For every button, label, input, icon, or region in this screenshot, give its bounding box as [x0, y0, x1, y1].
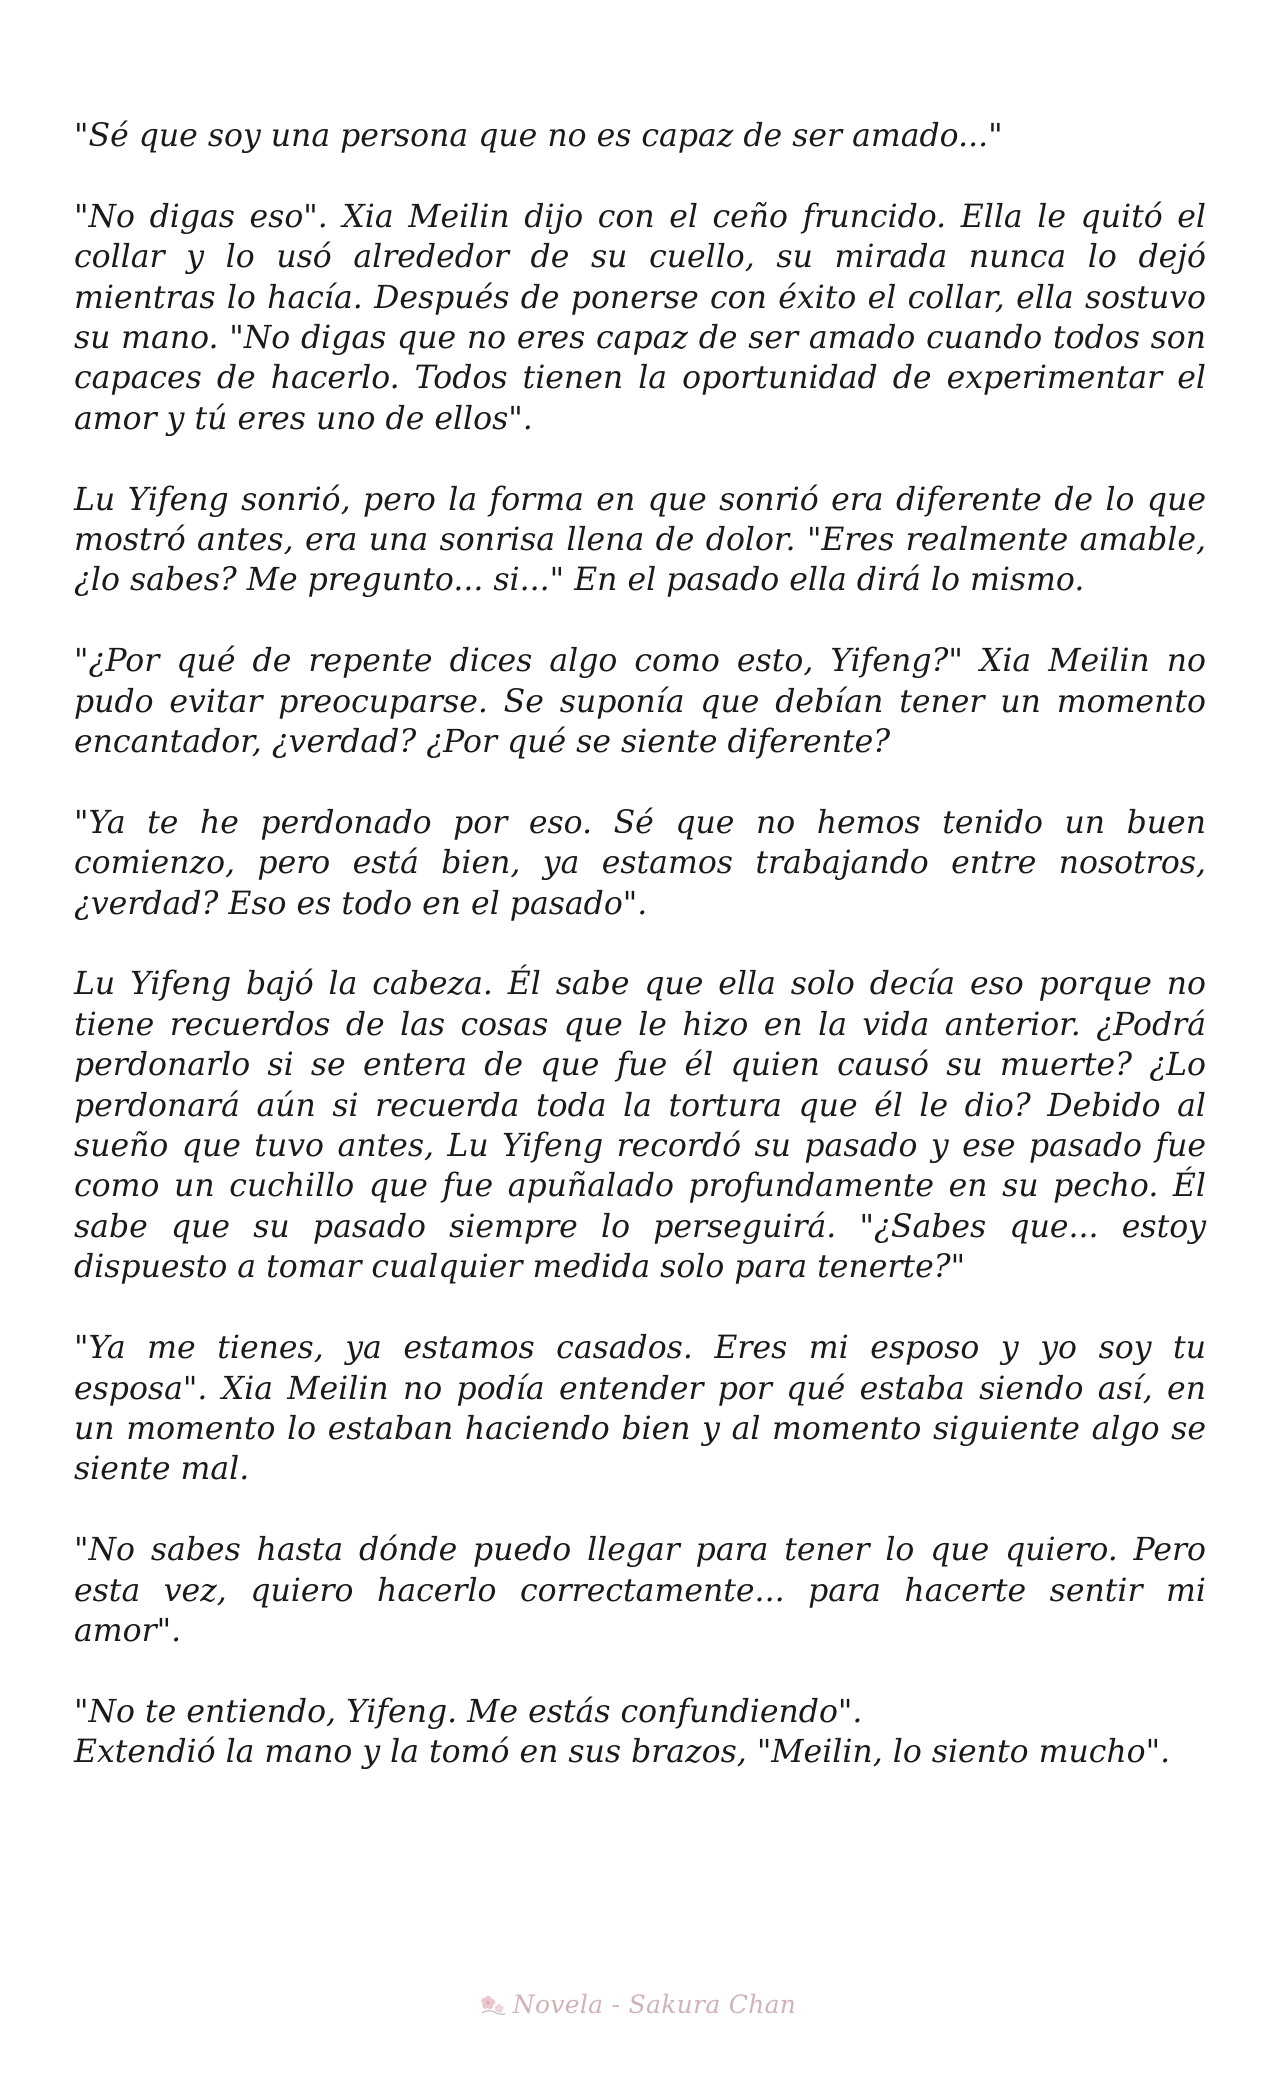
paragraph-7: "Ya me tienes, ya estamos casados. Eres mi esposo y yo soy tu esposa". Xia Meilin no podía entender por qué estaba siendo así, en un momento lo estaban haciendo bien y al momento siguiente algo se siente mal. [74, 1330, 1206, 1488]
paragraph-9 [74, 1692, 1206, 1773]
paragraph-4: "¿Por qué de repente dices algo como esto, Yifeng?" Xia Meilin no pudo evitar preocuparse. Se suponía que debían tener un momento encantador, ¿verdad? ¿Por qué se siente diferente? [74, 643, 1206, 761]
paragraph-9-line-2: Extendió la mano y la tomó en sus brazos, "Meilin, lo siento mucho". [74, 1734, 1171, 1771]
watermark-text: Novela - Sakura Chan [512, 1990, 797, 2019]
paragraph-6: Lu Yifeng bajó la cabeza. Él sabe que ella solo decía eso porque no tiene recuerdos de las cosas que le hizo en la vida anterior. ¿Podrá perdonarlo si se entera de que fue él quien causó su muerte? ¿Lo perdonará aún si recuerda toda la tortura que él le dio? Debido al sueño que tuvo antes, Lu Yifeng recordó su pasado y ese pasado fue como un cuchillo que fue apuñalado profundamente en su pecho. Él sabe que su pasado siempre lo perseguirá. "¿Sabes que... estoy dispuesto a tomar cualquier medida solo para tenerte?" [74, 966, 1206, 1286]
paragraph-1: "Sé que soy una persona que no es capaz de ser amado..." [74, 118, 1003, 154]
paragraph-9-line-1: "No te entiendo, Yifeng. Me estás confundiendo". [74, 1693, 863, 1730]
cherry-blossom-icon [479, 1993, 507, 2017]
document-body [74, 116, 1206, 1813]
paragraph-5: "Ya te he perdonado por eso. Sé que no hemos tenido un buen comienzo, pero está bien, ya estamos trabajando entre nosotros, ¿verdad? Eso es todo en el pasado". [74, 804, 1206, 922]
paragraph-3: Lu Yifeng sonrió, pero la forma en que sonrió era diferente de lo que mostró antes, era una sonrisa llena de dolor. "Eres realmente amable, ¿lo sabes? Me pregunto... si..." En el pasado ella dirá lo mismo. [74, 481, 1206, 599]
watermark [0, 1990, 1275, 2019]
paragraph-8: "No sabes hasta dónde puedo llegar para tener lo que quiero. Pero esta vez, quiero hacerlo correctamente... para hacerte sentir mi amor". [74, 1532, 1206, 1649]
paragraph-2: "No digas eso". Xia Meilin dijo con el ceño fruncido. Ella le quitó el collar y lo usó alrededor de su cuello, su mirada nunca lo dejó mientras lo hacía. Después de ponerse con éxito el collar, ella sostuvo su mano. "No digas que no eres capaz de ser amado cuando todos son capaces de hacerlo. Todos tienen la oportunidad de experimentar el amor y tú eres uno de ellos". [74, 198, 1206, 437]
